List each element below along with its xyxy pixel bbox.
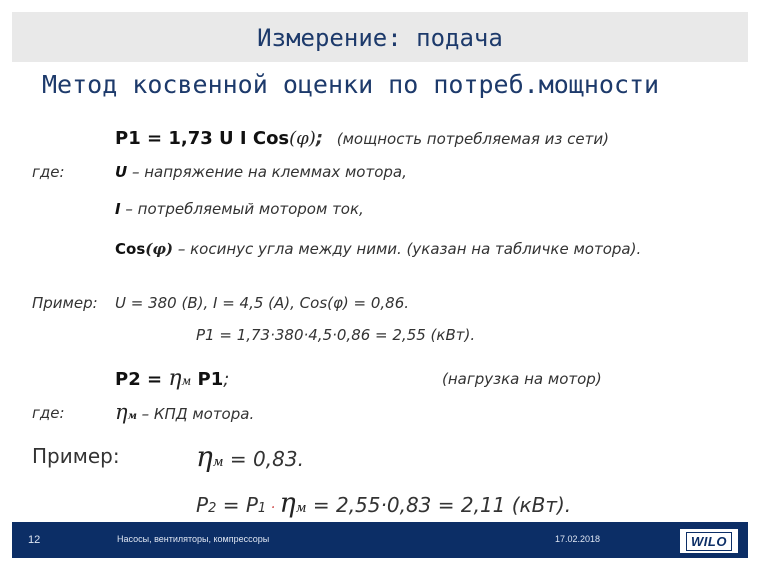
footer-caption: Насосы, вентиляторы, компрессоры [117,534,270,544]
calc-eta-sub: м [295,501,307,516]
page-number: 12 [28,534,41,546]
formula-p2-eta: η [168,366,182,391]
where1-i [115,200,364,218]
where1-u-symbol: U [115,163,128,181]
formula-p2-rhs: P1 [191,369,224,390]
where1-i-desc: – потребляемый мотором ток, [125,200,364,218]
where1-cos-symbol: Cos [115,240,146,258]
formula-p1-phi: (φ) [289,128,316,149]
example2-eta-value: = 0,83. [223,447,304,471]
example2-label: Пример: [32,444,120,468]
example2-eta: η [196,440,213,473]
example1-values: U = 380 (В), I = 4,5 (А), Cos(φ) = 0,86. [115,294,410,312]
calc-p1-sub: 1 [257,501,267,516]
where1-i-symbol: I [115,200,121,218]
formula-p1-note: (мощность потребляемая из сети) [336,130,609,148]
formula-p1-expr: P1 = 1,73 U I Cos [115,128,290,149]
example2-calc [196,488,571,519]
calc-rest: = 2,55·0,83 = 2,11 (кВт). [306,493,572,517]
wilo-logo-text: WILO [686,532,732,551]
where2-label: где: [32,404,65,422]
formula-p1 [115,128,609,149]
where2-eta [115,400,254,424]
formula-p1-semicolon: ; [315,128,324,149]
slide-subtitle: Метод косвенной оценки по потреб.мощности [42,70,660,99]
calc-eta: η [279,488,296,519]
footer-date: 17.02.2018 [555,534,601,544]
formula-p2-eta-sub: м [181,374,192,388]
example1-calc: P1 = 1,73·380·4,5·0,86 = 2,55 (кВт). [196,326,476,344]
where1-cos-desc: – косинус угла между ними. (указан на табличке мотора). [177,240,642,258]
where2-eta-symbol: η [115,400,128,424]
where1-cos [115,240,641,258]
formula-p2-semicolon: ; [223,369,230,390]
where2-eta-sub: м [127,411,137,422]
formula-p2-lhs: P2 = [115,369,169,390]
footer-bar [12,522,748,558]
where1-u [115,163,407,181]
calc-p: P [196,493,209,517]
calc-dot: · [266,500,280,516]
example2-eta-sub: м [212,455,224,470]
where1-u-desc: – напряжение на клеммах мотора, [131,163,407,181]
wilo-logo [680,529,738,553]
calc-eq: = P [216,493,258,517]
formula-p2-note: (нагрузка на мотор) [442,370,602,388]
example1-label: Пример: [32,294,98,312]
formula-p2 [115,366,229,391]
where1-cos-phi: (φ) [145,240,174,258]
calc-p2-sub: 2 [208,501,217,516]
where2-desc: – КПД мотора. [136,405,255,423]
slide-title: Измерение: подача [257,24,503,52]
title-bar [12,12,748,62]
example2-value [196,440,304,473]
where1-label: где: [32,163,65,181]
